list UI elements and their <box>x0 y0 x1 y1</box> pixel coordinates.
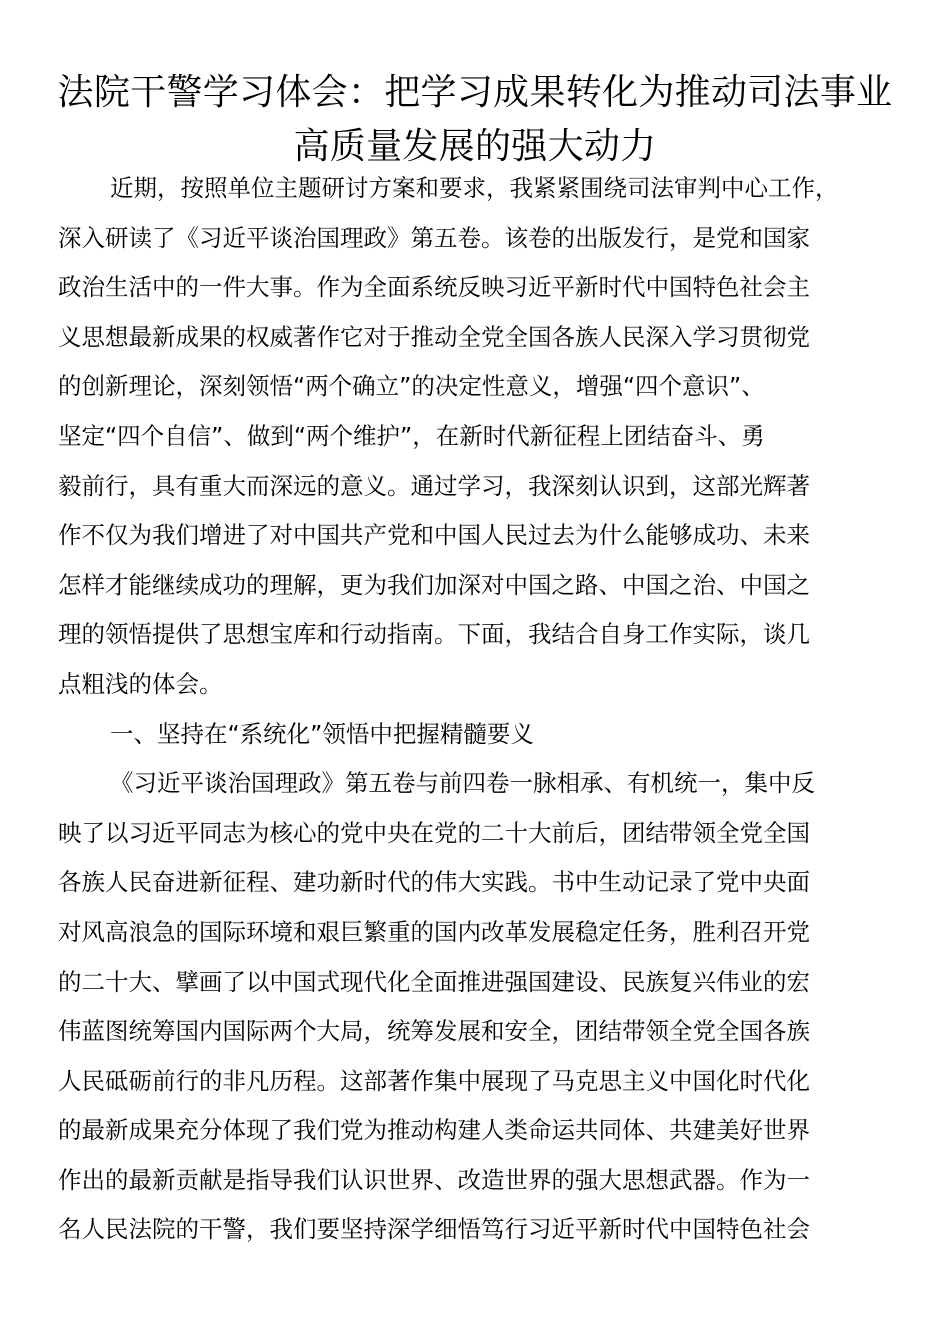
paragraph-line: 义思想最新成果的权威著作它对于推动全党全国各族人民深入学习贯彻党 <box>58 322 810 351</box>
title-line: 高质量发展的强大动力 <box>293 126 657 167</box>
paragraph-line: 《习近平谈治国理政》第五卷与前四卷一脉相承、有机统一，集中反 <box>110 769 815 798</box>
section-heading: 一、坚持在“系统化”领悟中把握精髓要义 <box>110 719 534 748</box>
paragraph-line: 作出的最新贡献是指导我们认识世界、改造世界的强大思想武器。作为一 <box>58 1165 810 1194</box>
paragraph-line: 点粗浅的体会。 <box>58 669 223 698</box>
paragraph-line: 的最新成果充分体现了我们党为推动构建人类命运共同体、共建美好世界 <box>58 1116 810 1145</box>
paragraph-line: 政治生活中的一件大事。作为全面系统反映习近平新时代中国特色社会主 <box>58 273 810 302</box>
paragraph-line: 的创新理论，深刻领悟“两个确立”的决定性意义，增强“四个意识”、 <box>58 372 765 401</box>
paragraph-line: 作不仅为我们增进了对中国共产党和中国人民过去为什么能够成功、未来 <box>58 521 810 550</box>
document-title <box>40 66 910 174</box>
paragraph-line: 名人民法院的干警，我们要坚持深学细悟笃行习近平新时代中国特色社会 <box>58 1215 810 1244</box>
paragraph-line: 深入研读了《习近平谈治国理政》第五卷。该卷的出版发行，是党和国家 <box>58 223 810 252</box>
paragraph-line: 各族人民奋进新征程、建功新时代的伟大实践。书中生动记录了党中央面 <box>58 868 810 897</box>
paragraph-line: 坚定“四个自信”、做到“两个维护”，在新时代新征程上团结奋斗、勇 <box>58 421 765 450</box>
paragraph-line: 毅前行，具有重大而深远的意义。通过学习，我深刻认识到，这部光辉著 <box>58 471 810 500</box>
paragraph-line: 理的领悟提供了思想宝库和行动指南。下面，我结合自身工作实际，谈几 <box>58 620 810 649</box>
paragraph-line: 近期，按照单位主题研讨方案和要求，我紧紧围绕司法审判中心工作， <box>110 174 839 202</box>
title-line: 法院干警学习体会：把学习成果转化为推动司法事业 <box>57 72 893 113</box>
paragraph-line: 伟蓝图统筹国内国际两个大局，统筹发展和安全，团结带领全党全国各族 <box>58 1017 810 1046</box>
paragraph-line: 映了以习近平同志为核心的党中央在党的二十大前后，团结带领全党全国 <box>58 818 810 847</box>
paragraph-line: 人民砥砺前行的非凡历程。这部著作集中展现了马克思主义中国化时代化 <box>58 1066 810 1095</box>
document-body <box>58 164 918 1255</box>
paragraph-line: 怎样才能继续成功的理解，更为我们加深对中国之路、中国之治、中国之 <box>58 570 810 599</box>
paragraph-line: 对风高浪急的国际环境和艰巨繁重的国内改革发展稳定任务，胜利召开党 <box>58 917 810 946</box>
paragraph-line: 的二十大、擘画了以中国式现代化全面推进强国建设、民族复兴伟业的宏 <box>58 967 810 996</box>
